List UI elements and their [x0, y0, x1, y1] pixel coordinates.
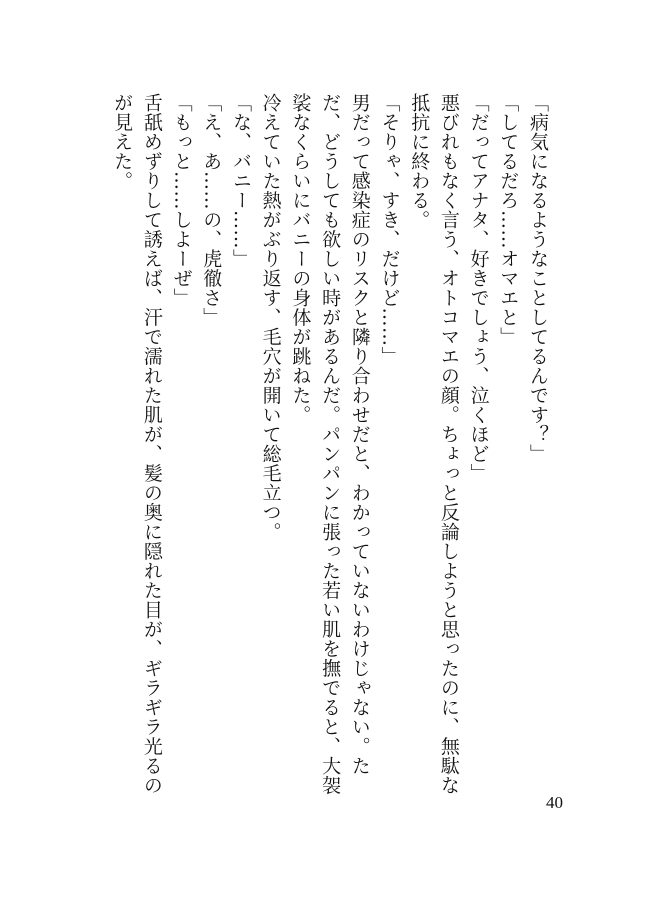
paragraph: 悪びれもなく言う、オトコマエの顔。ちょっと反論しようと思ったのに、無駄な抵抗に終わる。 [408, 93, 460, 795]
paragraph: 「だってアナタ、好きでしょう、泣くほど」 [467, 93, 490, 483]
paragraph: 「え、あ……の、虎徹さ」 [200, 93, 223, 327]
paragraph: 「病気になるようなことしてるんです？」 [527, 93, 549, 464]
paragraph: 舌舐めずりして誘えば、汗で濡れた肌が、髪の奥に隠れた目が、ギラギラ光るのが見えた。 [111, 93, 163, 795]
paragraph: 男だって感染症のリスクと隣り合わせだと、わかっていないわけじゃない。ただ、どうしても欲しい時があるんだ。パンパンに張った若い肌を撫でると、大袈裟なくらいにバニーの身体が跳ねた。 [289, 93, 371, 795]
paragraph: 「そりゃ、すき、だけど……」 [378, 93, 401, 366]
paragraph: 「してるだろ……オマエと」 [497, 93, 520, 347]
page-number: 40 [546, 793, 563, 812]
paragraph: 冷えていた熱がぶり返す、毛穴が開いて総毛立つ。 [259, 93, 282, 542]
paragraph: 「もっと……しよーぜ」 [170, 93, 193, 308]
body-text [106, 93, 552, 813]
paragraph: 「な、バニー……」 [229, 93, 252, 269]
